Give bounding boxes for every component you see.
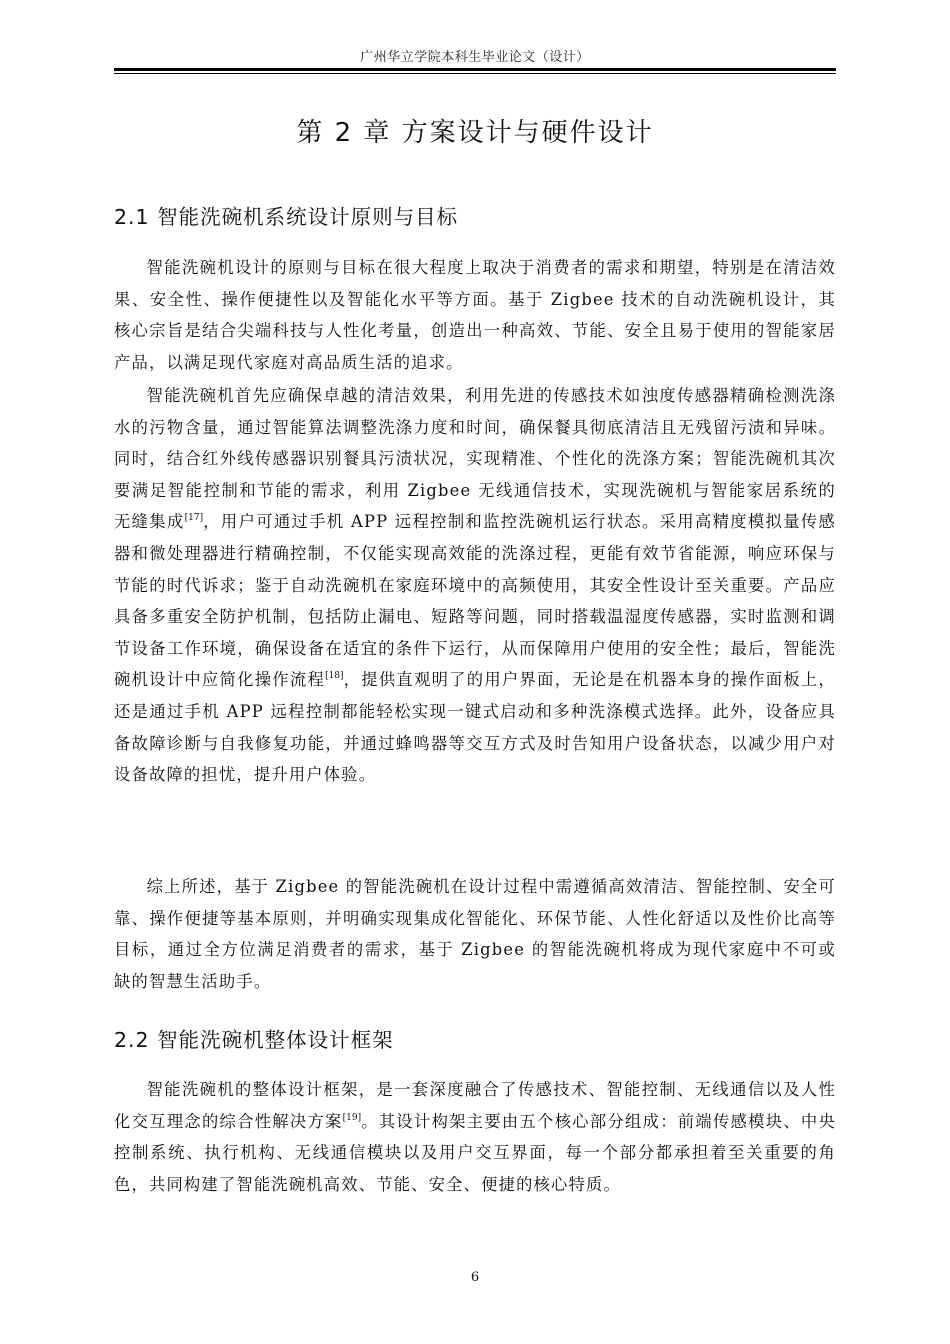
citation-19: [19] xyxy=(342,1112,362,1123)
citation-17: [17] xyxy=(184,513,204,524)
page-header: 广州华立学院本科生毕业论文（设计） xyxy=(360,50,590,65)
paragraph-4 xyxy=(114,1074,836,1200)
chapter-title: 第 2 章 方案设计与硬件设计 xyxy=(296,118,654,148)
header-rule-thick xyxy=(114,68,836,71)
paragraph-2 xyxy=(114,380,836,791)
paragraph-4-part-b: 。其设计构架主要由五个核心部分组成：前端传感模块、中央控制系统、执行机构、无线通信模块以及用户交互界面，每一个部分都承担着至关重要的角色，共同构建了智能洗碗机高效、节能、安全、便捷的核心特质。 xyxy=(114,1111,836,1194)
paragraph-2-part-b: ，用户可通过手机 APP 远程控制和监控洗碗机运行状态。采用高精度模拟量传感器和微处理器进行精确控制，不仅能实现高效能的洗涤过程，更能有效节省能源，响应环保与节能的时代诉求；鉴于自动洗碗机在家庭环境中的高频使用，其安全性设计至关重要。产品应具备多重安全防护机制，包括防止漏电、短路等问题，同时搭载温湿度传感器，实时监测和调节设备工作环境，确保设备在适宜的条件下运行，从而保障用户使用的安全性；最后，智能洗碗机设计中应简化操作流程 xyxy=(114,512,837,690)
section-heading-2-2: 2.2 智能洗碗机整体设计框架 xyxy=(114,1028,394,1052)
paragraph-4-part-a: 智能洗碗机的整体设计框架，是一套深度融合了传感技术、智能控制、无线通信以及人性化交互理念的综合性解决方案 xyxy=(114,1080,836,1131)
page-number: 6 xyxy=(470,1270,480,1285)
paragraph-2-part-a: 智能洗碗机首先应确保卓越的清洁效果，利用先进的传感技术如浊度传感器精确检测洗涤水的污物含量，通过智能算法调整洗涤力度和时间，确保餐具彻底清洁且无残留污渍和异味。同时，结合红外线传感器识别餐具污渍状况，实现精准、个性化的洗涤方案；智能洗碗机其次要满足智能控制和节能的需求，利用 Zigbee 无线通信技术，实现洗碗机与智能家居系统的无缝集成 xyxy=(114,386,836,532)
section-heading-2-1: 2.1 智能洗碗机系统设计原则与目标 xyxy=(114,205,459,229)
paragraph-3: 综上所述，基于 Zigbee 的智能洗碗机在设计过程中需遵循高效清洁、智能控制、安全可靠、操作便捷等基本原则，并明确实现集成化智能化、环保节能、人性化舒适以及性价比高等目标，通过全方位满足消费者的需求，基于 Zigbee 的智能洗碗机将成为现代家庭中不可或缺的智慧生活助手。 xyxy=(114,877,836,991)
paragraph-1: 智能洗碗机设计的原则与目标在很大程度上取决于消费者的需求和期望，特别是在清洁效果、安全性、操作便捷性以及智能化水平等方面。基于 Zigbee 技术的自动洗碗机设计，其核心宗旨是结合尖端科技与人性化考量，创造出一种高效、节能、安全且易于使用的智能家居产品，以满足现代家庭对高品质生活的追求。 xyxy=(114,258,836,372)
citation-18: [18] xyxy=(325,671,344,682)
header-rule-thin xyxy=(114,73,836,74)
paragraph-2-part-c: ，提供直观明了的用户界面，无论是在机器本身的操作面板上，还是通过手机 APP 远程控制都能轻松实现一键式启动和多种洗涤模式选择。此外，设备应具备故障诊断与自我修复功能，并通过蜂鸣器等交互方式及时告知用户设备状态，以减少用户对设备故障的担忧，提升用户体验。 xyxy=(114,670,837,785)
